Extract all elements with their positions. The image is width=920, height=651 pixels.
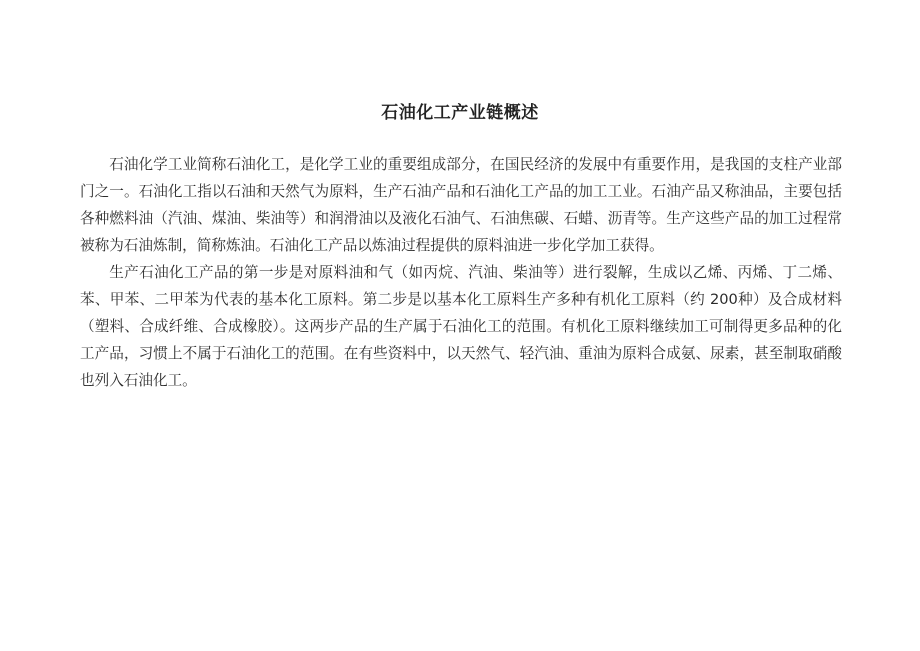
document-title: 石油化工产业链概述 — [381, 103, 539, 123]
document-body — [80, 151, 842, 394]
paragraph-1: 石油化学工业简称石油化工，是化学工业的重要组成部分，在国民经济的发展中有重要作用，是我国的支柱产业部门之一。石油化工指以石油和天然气为原料，生产石油产品和石油化工产品的加工工业。石油产品又称油品，主要包括各种燃料油（汽油、煤油、柴油等）和润滑油以及液化石油气、石油焦碳、石蜡、沥青等。生产这些产品的加工过程常被称为石油炼制，简称炼油。石油化工产品以炼油过程提供的原料油进一步化学加工获得。 — [80, 156, 842, 254]
paragraph-2: 生产石油化工产品的第一步是对原料油和气（如丙烷、汽油、柴油等）进行裂解，生成以乙烯、丙烯、丁二烯、苯、甲苯、二甲苯为代表的基本化工原料。第二步是以基本化工原料生产多种有机化工原料（约 200种）及合成材料（塑料、合成纤维、合成橡胶）。这两步产品的生产属于石油化工的范围。有机化工原料继续加工可制得更多品种的化工产品，习惯上不属于石油化工的范围。在有些资料中，以天然气、轻汽油、重油为原料合成氨、尿素，甚至制取硝酸也列入石油化工。 — [80, 264, 842, 389]
